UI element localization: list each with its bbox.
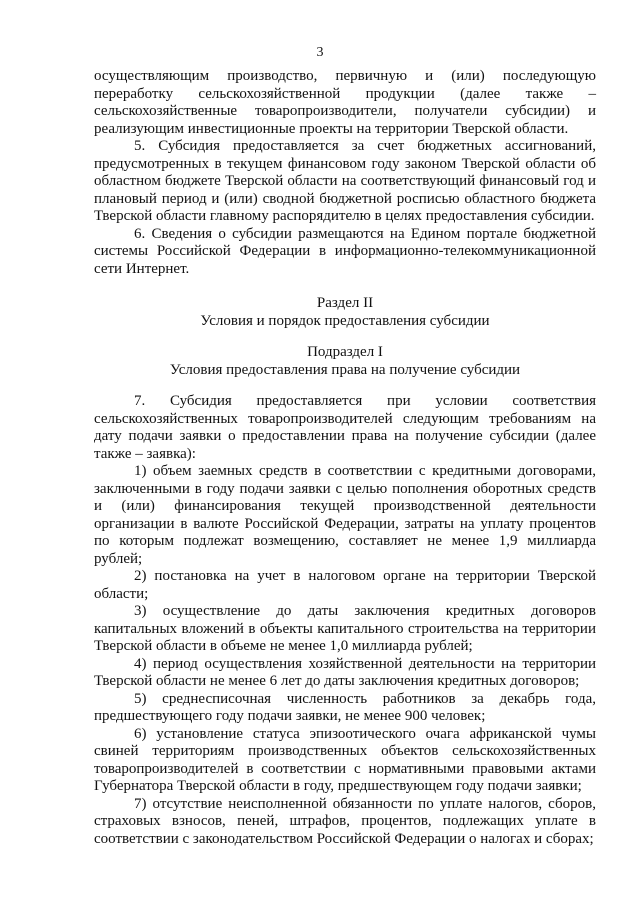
list-item: 7) отсутствие неисполненной обязанности по уплате налогов, сборов, страховых взносов, пеней, штрафов, процентов, подлежащих уплате в соответствии с законодательством Российской Федерации о налогах и сборах;: [94, 795, 596, 847]
page-number: 3: [316, 45, 324, 60]
section-number: Раздел II: [316, 295, 374, 311]
subsection-title: Условия предоставления права на получение субсидии: [169, 361, 521, 378]
list-item: 4) период осуществления хозяйственной деятельности на территории Тверской области не менее 6 лет до даты заключения кредитных договоров;: [94, 655, 596, 689]
paragraph: 6. Сведения о субсидии размещаются на Едином портале бюджетной системы Российской Федерации в информационно-телекоммуникационной сети Интернет.: [94, 225, 596, 277]
section-title: Условия и порядок предоставления субсидии: [200, 312, 490, 329]
subsection-number: Подраздел I: [307, 344, 383, 360]
paragraph: осуществляющим производство, первичную и (или) последующую переработку сельскохозяйственной продукции (далее также – сельскохозяйственные товаропроизводители, получатели субсидии) и реализующим инвестиционные проекты на территории Тверской области.: [94, 68, 596, 137]
list-item: 1) объем заемных средств в соответствии с кредитными договорами, заключенными в году подачи заявки с целью пополнения оборотных средств и (или) финансирования текущей производственной деятельности организации в валюте Российской Федерации, затраты на уплату процентов по которым подлежат возмещению, составляет не менее 1,9 миллиарда рублей;: [94, 463, 596, 567]
paragraph: 5. Субсидия предоставляется за счет бюджетных ассигнований, предусмотренных в текущем финансовом году законом Тверской области об областном бюджете Тверской области на соответствующий финансовый год и плановый период и (или) сводной бюджетной росписью областного бюджета Тверской области главному распорядителю в целях предоставления субсидии.: [94, 138, 596, 224]
document-body: [94, 68, 596, 848]
list-item: 6) установление статуса эпизоотического очага африканской чумы свиней территориям производственных объектов сельскохозяйственных товаропроизводителей в соответствии с нормативными правовыми актами Губернатора Тверской области в году, предшествующем году подачи заявки;: [94, 725, 596, 794]
list-item: 3) осуществление до даты заключения кредитных договоров капитальных вложений в объекты капитального строительства на территории Тверской области в объеме не менее 1,0 миллиарда рублей;: [94, 603, 596, 654]
list-item: 2) постановка на учет в налоговом органе на территории Тверской области;: [94, 568, 596, 602]
list-item: 5) среднесписочная численность работников за декабрь года, предшествующего году подачи заявки, не менее 900 человек;: [94, 690, 596, 724]
paragraph: 7. Субсидия предоставляется при условии соответствия сельскохозяйственных товаропроизводителей следующим требованиям на дату подачи заявки о предоставлении права на получение субсидии (далее также – заявка):: [94, 393, 596, 462]
